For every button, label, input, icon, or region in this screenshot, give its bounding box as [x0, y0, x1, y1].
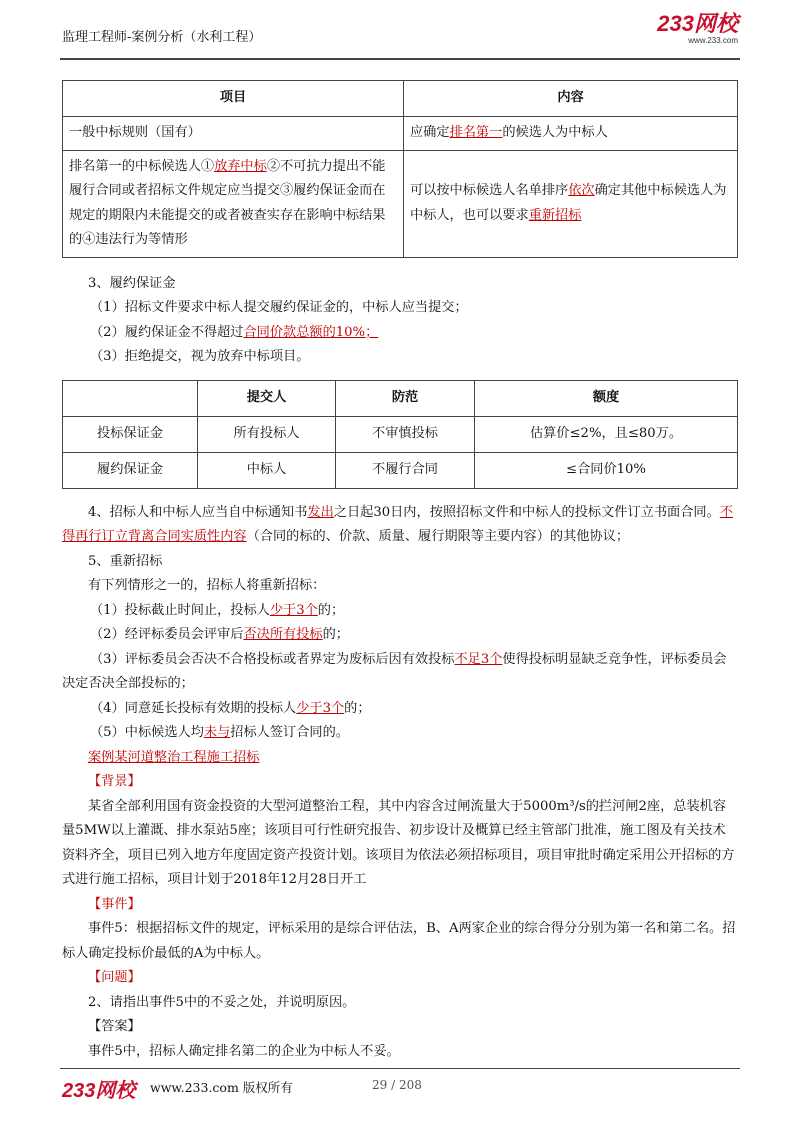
- table-cell: 不审慎投标: [336, 416, 475, 452]
- highlight-text: 少于3个: [269, 602, 318, 618]
- text-span: 应确定: [410, 125, 450, 140]
- document-header-title: 监理工程师-案例分析（水利工程）: [62, 30, 262, 45]
- question-tag: 【问题】: [88, 970, 141, 985]
- table-header-cell: 提交人: [198, 380, 336, 416]
- paragraph: 有下列情形之一的，招标人将重新招标：: [88, 578, 326, 593]
- table-header-row: [63, 380, 738, 416]
- highlight-text: 未与: [203, 725, 231, 740]
- table-cell: 投标保证金: [63, 416, 198, 452]
- highlight-text: 重新招标: [528, 207, 582, 223]
- table-cell: [404, 117, 738, 151]
- list-item: [62, 623, 738, 648]
- list-item: [62, 599, 738, 624]
- event-paragraph: 事件5：根据招标文件的规定，评标采用的是综合评估法，B、A两家企业的综合得分分别为第一名和第二名。招标人确定投标价最低的A为中标人。: [62, 921, 736, 961]
- guarantee-comparison-table: [62, 380, 738, 489]
- table-cell: 一般中标规则（国有）: [63, 117, 404, 151]
- table-header-cell: [63, 380, 198, 416]
- event-tag: 【事件】: [88, 896, 141, 912]
- table-cell: ≤合同价10%: [475, 452, 738, 488]
- table-header-row: [63, 81, 738, 117]
- page-content: [62, 80, 738, 1064]
- list-item: [62, 321, 738, 346]
- text-span: 的候选人为中标人: [502, 125, 608, 140]
- text-span: （2）经评标委员会评审后: [90, 627, 244, 642]
- table-header-cell: 额度: [475, 380, 738, 416]
- table-cell: [63, 150, 404, 257]
- text-span: （4）同意延长投标有效期的投标人: [90, 700, 297, 716]
- text-span: 的；: [322, 627, 349, 642]
- answer-paragraph: 事件5中，招标人确定排名第二的企业为中标人不妥。: [88, 1043, 400, 1059]
- section-heading: 5、重新招标: [88, 553, 163, 569]
- highlight-text: 依次: [568, 183, 595, 198]
- table-row: [63, 150, 738, 257]
- winning-bid-rules-table: [62, 80, 738, 258]
- table-header-cell: 项目: [63, 81, 404, 117]
- logo-text: 233网校: [657, 11, 738, 36]
- background-tag: 【背景】: [88, 774, 141, 789]
- text-span: 的；: [344, 700, 371, 716]
- list-item: [62, 697, 738, 722]
- paragraph: [62, 501, 738, 550]
- highlight-text: 不足3个: [454, 651, 503, 667]
- logo-url: www.233.com: [688, 36, 738, 45]
- text-span: （3）评标委员会否决不合格投标或者界定为废标后因有效投标: [90, 651, 455, 667]
- highlight-text: 案例某河道整治工程施工招标: [88, 749, 260, 765]
- text-span: 4、招标人和中标人应当自中标通知书: [88, 504, 308, 520]
- list-item: [62, 648, 738, 697]
- list-item: （3）拒绝提交，视为放弃中标项目。: [90, 349, 310, 364]
- table-cell: 估算价≤2%，且≤80万。: [475, 416, 738, 452]
- text-span: （1）投标截止时间止，投标人: [90, 602, 270, 618]
- table-header-cell: 内容: [404, 81, 738, 117]
- text-span: （2）履约保证金不得超过: [90, 324, 244, 340]
- background-paragraph: 某省全部利用国有资金投资的大型河道整治工程，其中内容含过闸流量大于5000m³/s的拦河闸2座，总装机容量5MW以上灌溉、排水泵站5座；该项目可行性研究报告、初步设计及概算已经主管部门批准，施工图及有关技术资料齐全，项目已列入地方年度固定资产投资计划。该项目为依法必须招标项目，项目审批时确定采用公开招标的方式进行施工招标，项目计划于2018年12月28日开工: [62, 798, 735, 887]
- table-cell: 履约保证金: [63, 452, 198, 488]
- text-span: 的；: [317, 602, 345, 618]
- highlight-text: 不得再行订立背离合同实质性内容: [62, 504, 733, 544]
- text-span: （合同的标的、价款、质量、履行期限等主要内容）的其他协议；: [246, 529, 630, 544]
- text-span: （5）中标候选人均: [90, 725, 204, 740]
- highlight-text: 少于3个: [296, 700, 345, 716]
- text-span: 排名第一的中标候选人①: [69, 158, 215, 174]
- text-span: ②不可抗力提出不能履行合同或者招标文件规定应当提交③履约保证金而在规定的期限内未能提交的或者被查实存在影响中标结果的④违法行为等情形: [69, 158, 386, 247]
- question-paragraph: 2、请指出事件5中的不妥之处，并说明原因。: [88, 994, 356, 1010]
- list-item: [62, 721, 738, 746]
- page-number: 29 / 208: [372, 1078, 422, 1092]
- table-row: [63, 452, 738, 488]
- header-divider: [60, 58, 740, 60]
- highlight-text: 发出: [307, 504, 334, 520]
- text-span: 使得投标明显缺乏竞争性，评标委员会决定否决全部投标的；: [62, 651, 727, 691]
- table-cell: 所有投标人: [198, 416, 336, 452]
- highlight-text: 合同价款总额的10%；: [243, 324, 379, 340]
- footer-copyright: www.233.com 版权所有: [150, 1080, 293, 1095]
- text-span: 招标人签订合同的。: [230, 725, 349, 740]
- table-row: [63, 416, 738, 452]
- list-item: （1）招标文件要求中标人提交履约保证金的，中标人应当提交；: [90, 300, 468, 315]
- table-cell: [404, 150, 738, 257]
- table-cell: 不履行合同: [336, 452, 475, 488]
- text-span: 可以按中标候选人名单排序: [410, 183, 569, 198]
- highlight-text: 否决所有投标: [243, 627, 323, 642]
- table-header-cell: 防范: [336, 380, 475, 416]
- highlight-text: 放弃中标: [214, 158, 267, 174]
- case-title: [62, 746, 738, 771]
- table-cell: 中标人: [198, 452, 336, 488]
- answer-tag: 【答案】: [88, 1019, 141, 1034]
- table-row: [63, 117, 738, 151]
- brand-logo: [657, 12, 738, 45]
- footer-logo: 233网校: [62, 1080, 136, 1102]
- highlight-text: 排名第一: [449, 125, 503, 140]
- text-span: 确定其他中标候选人为中标人，也可以要求: [410, 183, 727, 223]
- text-span: 之日起30日内，按照招标文件和中标人的投标文件订立书面合同。: [333, 504, 720, 520]
- section-heading: 3、履约保证金: [88, 275, 176, 291]
- footer-divider: [60, 1068, 740, 1069]
